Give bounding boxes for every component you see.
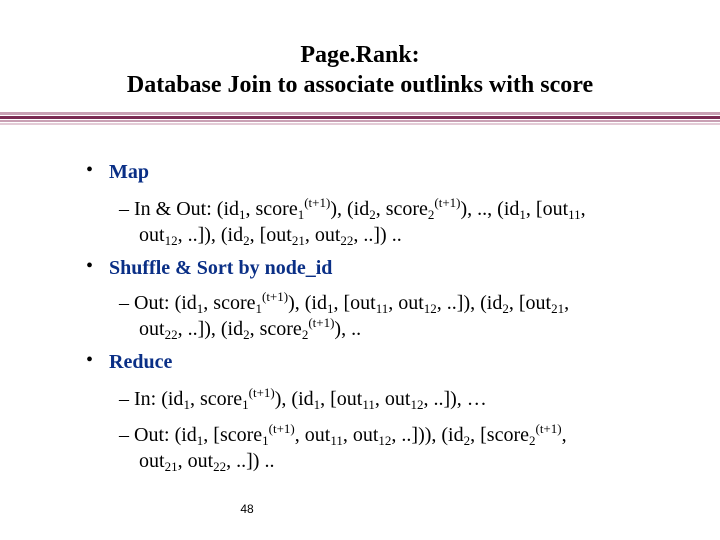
- map-sub-line-2: [119, 222, 402, 248]
- subscript-text: 11: [375, 301, 389, 316]
- divider-line-low: [0, 120, 720, 122]
- shuffle-sub-line-1: [119, 290, 569, 316]
- title-line-2: Database Join to associate outlinks with score: [126, 72, 594, 98]
- formula-text: , score: [375, 198, 428, 220]
- divider-graphic: [0, 112, 720, 126]
- bullet-heading: Shuffle & Sort by node_id: [109, 257, 333, 279]
- formula-text: (id: [174, 292, 197, 314]
- subscript-text: 2: [463, 433, 471, 448]
- formula-text: out: [139, 450, 165, 472]
- shuffle-sub-line-2: [119, 316, 361, 342]
- subscript-text: 2: [502, 301, 509, 316]
- formula-text: , ..]): [177, 224, 211, 246]
- formula-text: [119, 450, 139, 472]
- formula-text: , [out: [249, 224, 292, 246]
- formula-text: –: [119, 292, 134, 314]
- divider-line-bottom: [0, 123, 720, 125]
- subscript-text: 22: [340, 233, 354, 248]
- formula-text: , score: [189, 388, 243, 410]
- formula-text: , …: [456, 388, 487, 410]
- formula-text: , ..]) ..: [353, 224, 402, 246]
- divider-line-mid: [0, 116, 720, 119]
- subscript-text: 1: [242, 397, 249, 412]
- subscript-text: 1: [519, 207, 526, 222]
- formula-text: In:: [134, 388, 162, 410]
- subscript-text: 2: [243, 327, 250, 342]
- formula-text: ,: [580, 198, 586, 220]
- formula-text: , [out: [525, 198, 569, 220]
- slide-title: [0, 40, 720, 100]
- formula-text: , score: [245, 198, 298, 220]
- formula-text: ), (id: [274, 388, 314, 410]
- superscript-text: (t+1): [268, 421, 295, 436]
- formula-text: , ..]): [177, 318, 211, 340]
- formula-text: , [out: [333, 292, 376, 314]
- formula-text: Out:: [134, 424, 175, 446]
- formula-text: , out: [374, 388, 411, 410]
- subscript-text: 11: [330, 433, 343, 448]
- subscript-text: 2: [301, 327, 309, 342]
- subscript-text: 12: [423, 301, 437, 316]
- formula-text: –: [119, 388, 134, 410]
- subscript-text: 12: [378, 433, 392, 448]
- superscript-text: (t+1): [261, 289, 289, 304]
- formula-text: , [score: [203, 424, 263, 446]
- formula-text: , [out: [320, 388, 363, 410]
- formula-text: ,: [564, 292, 570, 314]
- formula-text: , ..]) ..: [226, 450, 275, 472]
- divider-line-top: [0, 112, 720, 115]
- bullet-heading: Reduce: [109, 351, 173, 373]
- bullet-dot-icon: •: [86, 255, 94, 277]
- formula-text: (id: [216, 198, 239, 220]
- formula-text: , out: [304, 224, 341, 246]
- formula-text: , ..]): [436, 292, 471, 314]
- subscript-text: 2: [528, 433, 536, 448]
- formula-text: , score: [203, 292, 256, 314]
- subscript-text: 22: [213, 459, 227, 474]
- superscript-text: (t+1): [248, 385, 275, 400]
- formula-text: (id: [220, 224, 244, 246]
- formula-text: , out: [294, 424, 331, 446]
- formula-text: , out: [388, 292, 424, 314]
- formula-text: [119, 318, 139, 340]
- superscript-text: (t+1): [535, 421, 562, 436]
- map-sub-line-1: [119, 196, 586, 222]
- bullet-heading: Map: [109, 161, 149, 183]
- formula-text: out: [139, 318, 165, 340]
- subscript-text: 1: [297, 207, 305, 222]
- bullet-dot-icon: •: [86, 349, 94, 371]
- formula-text: [119, 224, 139, 246]
- formula-text: , ..]): [423, 388, 457, 410]
- subscript-text: 12: [410, 397, 424, 412]
- subscript-text: 11: [568, 207, 581, 222]
- formula-text: ), .., (id: [460, 198, 520, 220]
- subscript-text: 21: [291, 233, 305, 248]
- formula-text: , out: [342, 424, 379, 446]
- formula-text: In & Out:: [134, 198, 217, 220]
- subscript-text: 21: [551, 301, 565, 316]
- reduce-sub-line-1: [119, 386, 487, 412]
- subscript-text: 11: [362, 397, 375, 412]
- subscript-text: 1: [262, 433, 269, 448]
- formula-text: ,: [561, 424, 567, 446]
- title-divider: [0, 112, 720, 126]
- formula-text: ), ..: [334, 318, 362, 340]
- formula-text: –: [119, 424, 134, 446]
- formula-text: Out:: [134, 292, 175, 314]
- subscript-text: 2: [427, 207, 435, 222]
- formula-text: ), (id: [424, 424, 464, 446]
- subscript-text: 1: [326, 301, 334, 316]
- formula-text: out: [139, 224, 165, 246]
- formula-text: , (id: [210, 318, 244, 340]
- subscript-text: 1: [255, 301, 262, 316]
- subscript-text: 2: [243, 233, 250, 248]
- formula-text: ), (id: [330, 198, 370, 220]
- subscript-text: 12: [164, 233, 178, 248]
- formula-text: (id: [161, 388, 184, 410]
- bullet-dot-icon: •: [86, 159, 94, 181]
- reduce-sub-line-2: [119, 422, 567, 448]
- formula-text: , (id: [470, 292, 503, 314]
- formula-text: ,: [210, 224, 221, 246]
- formula-text: , out: [177, 450, 214, 472]
- superscript-text: (t+1): [434, 195, 461, 210]
- subscript-text: 1: [239, 207, 246, 222]
- subscript-text: 1: [196, 301, 204, 316]
- subscript-text: 1: [183, 397, 190, 412]
- reduce-sub-line-3: [119, 448, 274, 474]
- formula-text: , [score: [470, 424, 529, 446]
- subscript-text: 1: [196, 433, 204, 448]
- formula-text: , ..]): [391, 424, 425, 446]
- superscript-text: (t+1): [304, 195, 331, 210]
- formula-text: , [out: [508, 292, 552, 314]
- page-number: 48: [240, 502, 254, 516]
- subscript-text: 1: [313, 397, 321, 412]
- formula-text: , score: [249, 318, 302, 340]
- formula-text: ), (id: [288, 292, 327, 314]
- subscript-text: 2: [369, 207, 376, 222]
- formula-text: (id: [174, 424, 197, 446]
- formula-text: –: [119, 198, 134, 220]
- title-line-1: Page.Rank:: [300, 42, 420, 68]
- superscript-text: (t+1): [308, 315, 335, 330]
- subscript-text: 21: [164, 459, 178, 474]
- subscript-text: 22: [164, 327, 178, 342]
